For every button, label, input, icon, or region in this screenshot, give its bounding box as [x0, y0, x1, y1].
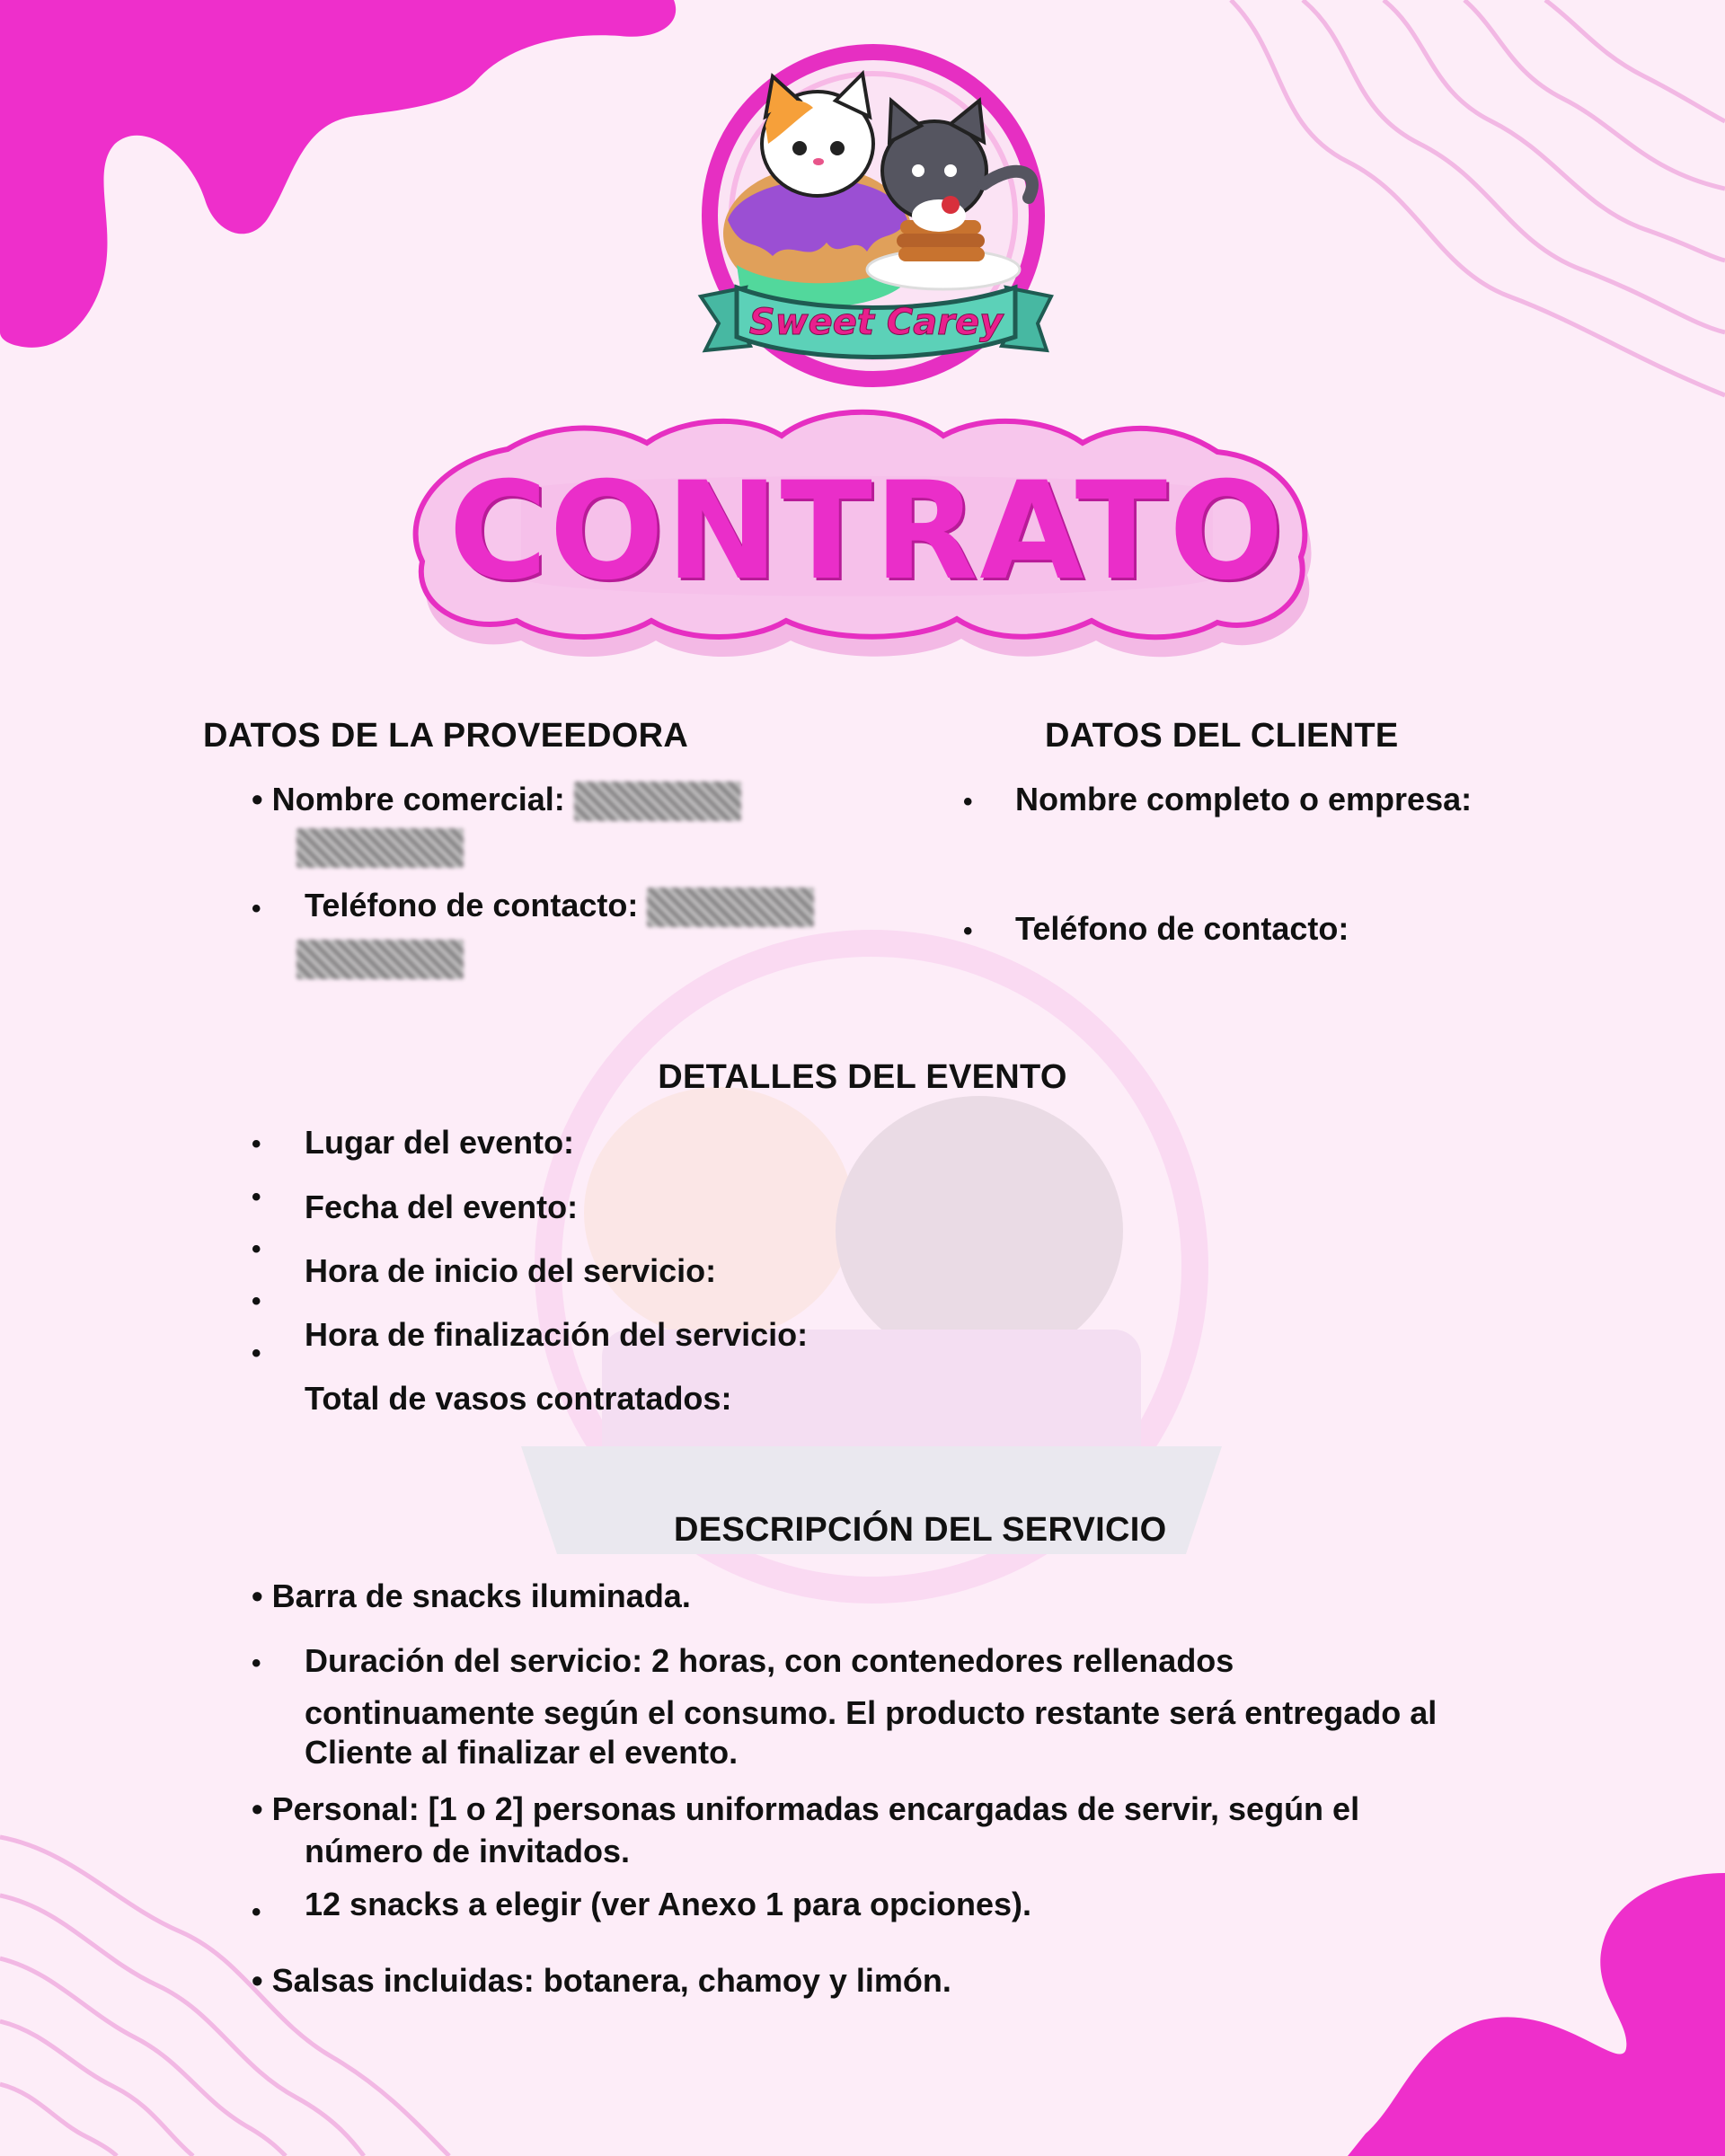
service-item-staff-line1 — [252, 1789, 1359, 1829]
bullet: • — [252, 1339, 261, 1368]
bullet: • — [252, 894, 261, 923]
top-left-blob — [0, 0, 676, 348]
page-title: CONTRATO — [448, 454, 1286, 610]
bullet: • — [252, 1648, 261, 1678]
service-item-bar-text: Barra de snacks iluminada. — [271, 1577, 691, 1614]
service-item-duration-line3: Cliente al finalizar el evento. — [305, 1734, 739, 1771]
redacted-value — [574, 782, 741, 821]
service-item-sauces-text: Salsas incluidas: botanera, chamoy y limón. — [271, 1962, 951, 1999]
event-start-time-label: Hora de inicio del servicio: — [305, 1252, 717, 1289]
service-item-staff-line2: número de invitados. — [305, 1833, 631, 1869]
provider-phone — [305, 886, 814, 927]
bullet: • — [252, 1234, 261, 1264]
event-end-time-label: Hora de finalización del servicio: — [305, 1316, 809, 1353]
event-date-label: Fecha del evento: — [305, 1188, 579, 1225]
bullet: • — [252, 1286, 261, 1316]
event-location-label: Lugar del evento: — [305, 1124, 575, 1161]
logo-brand-text: Sweet Carey — [748, 302, 1004, 343]
redacted-value — [647, 888, 814, 927]
bullet: • — [963, 916, 973, 946]
event-total-cups-label: Total de vasos contratados: — [305, 1380, 732, 1417]
bullet: • — [252, 1129, 261, 1159]
bullet: • — [252, 1897, 261, 1927]
sweet-carey-logo — [665, 27, 1078, 404]
provider-commercial-name-redacted-cont — [296, 828, 464, 868]
service-heading: DESCRIPCIÓN DEL SERVICIO — [674, 1511, 1167, 1549]
service-item-duration-line1: Duración del servicio: 2 horas, con contenedores rellenados — [305, 1642, 1234, 1679]
redacted-value — [296, 940, 464, 979]
provider-commercial-name-label: Nombre comercial: — [271, 781, 565, 817]
bullet: • — [252, 1790, 263, 1827]
bullet: • — [252, 1962, 263, 1999]
event-heading: DETALLES DEL EVENTO — [658, 1058, 1067, 1096]
orange-cat-icon — [762, 74, 873, 196]
client-phone-label: Teléfono de contacto: — [1015, 910, 1349, 947]
redacted-value — [296, 828, 464, 868]
service-item-snacks: 12 snacks a elegir (ver Anexo 1 para opciones). — [305, 1886, 1032, 1922]
provider-commercial-name — [252, 780, 741, 821]
bottom-right-blob — [1348, 1873, 1725, 2156]
service-item-duration-line2: continuamente según el consumo. El producto restante será entregado al — [305, 1694, 1438, 1731]
service-item-staff-text: Personal: [1 o 2] personas uniformadas encargadas de servir, según el — [271, 1790, 1360, 1827]
bullet: • — [963, 787, 973, 817]
client-name-label: Nombre completo o empresa: — [1015, 781, 1473, 817]
provider-phone-redacted-cont — [296, 940, 464, 979]
service-item-sauces — [252, 1961, 951, 2001]
bullet: • — [252, 1182, 261, 1212]
service-item-bar — [252, 1577, 691, 1616]
provider-phone-label: Teléfono de contacto: — [305, 887, 639, 923]
bullet: • — [252, 1577, 263, 1614]
client-heading: DATOS DEL CLIENTE — [1045, 717, 1399, 755]
bullet: • — [252, 781, 263, 817]
provider-heading: DATOS DE LA PROVEEDORA — [203, 717, 689, 755]
